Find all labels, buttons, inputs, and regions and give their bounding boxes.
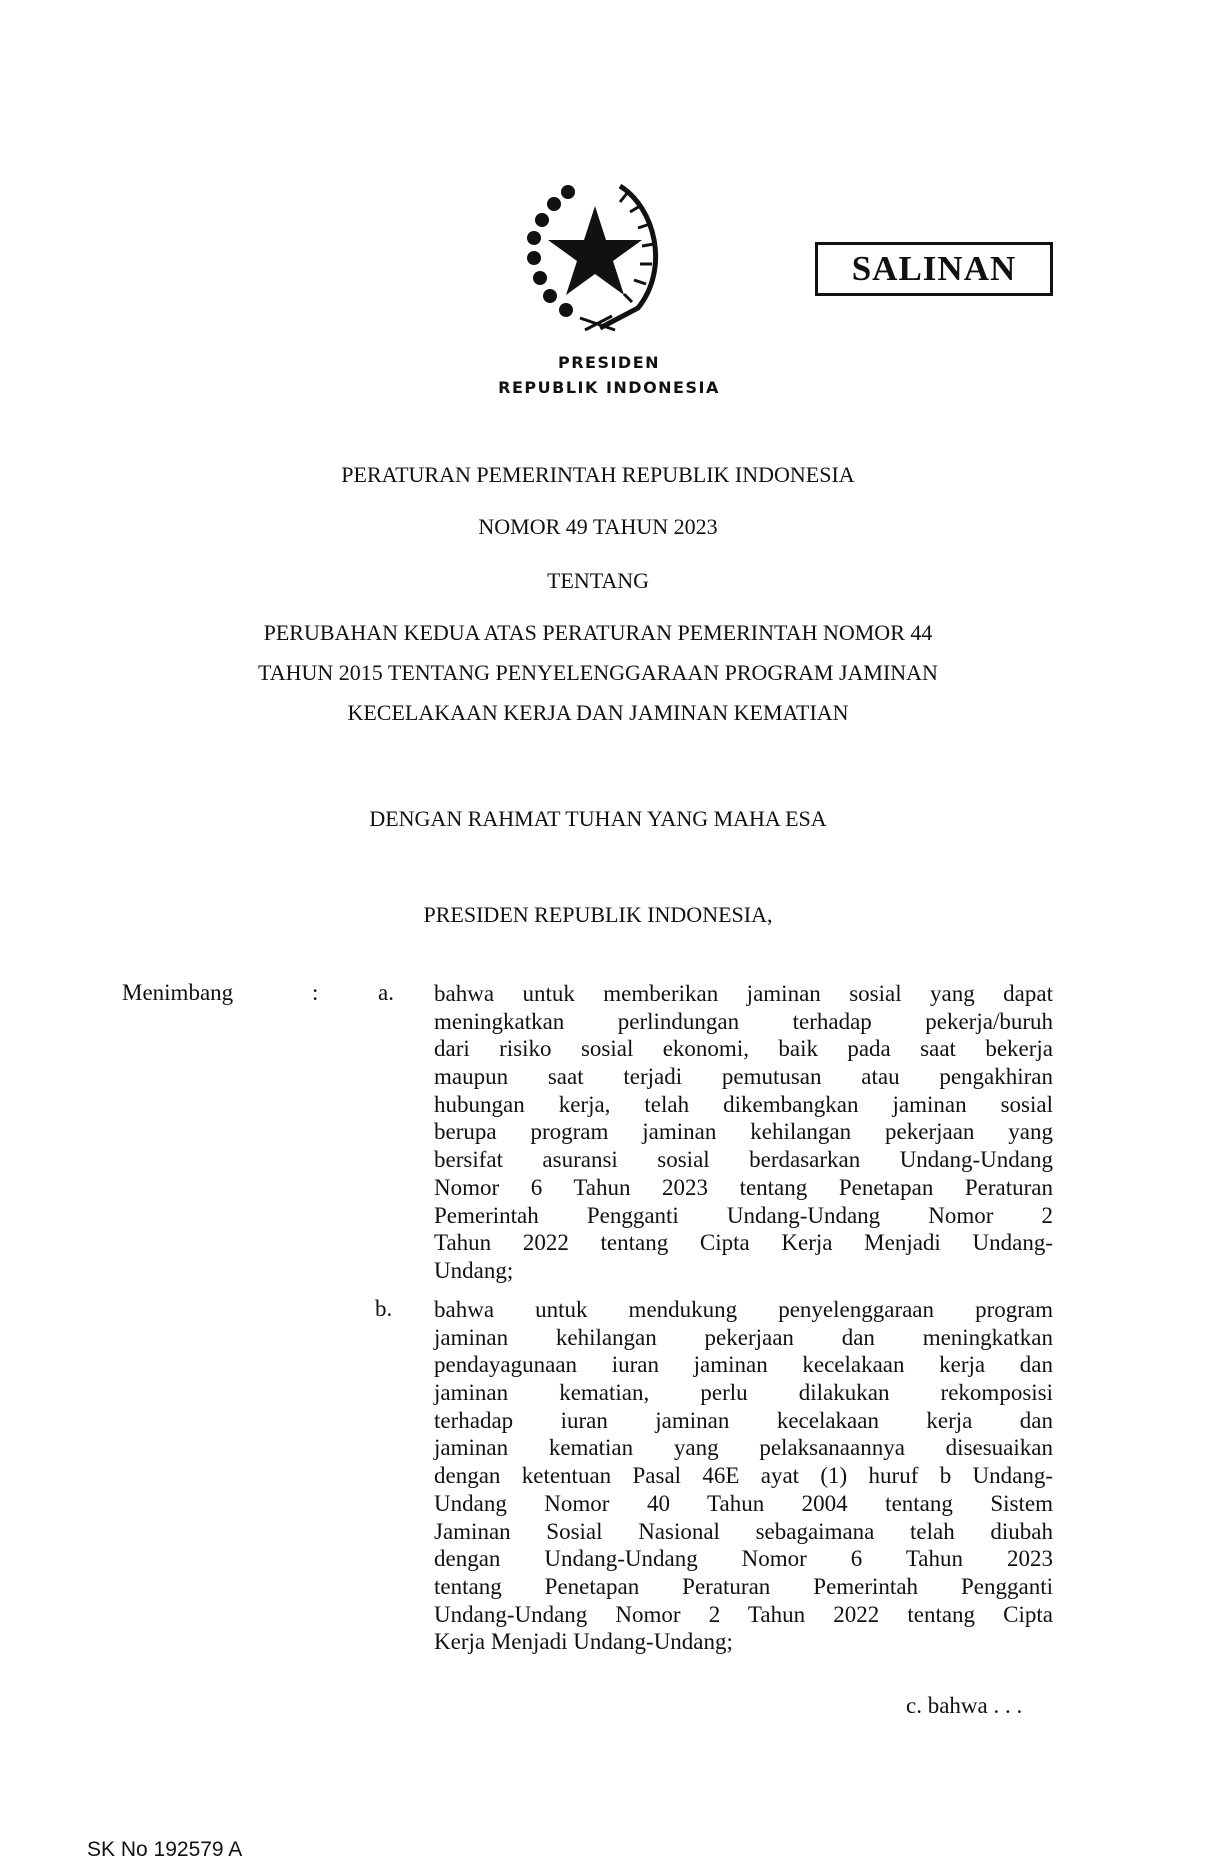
item-text-line: Jaminan Sosial Nasional sebagaimana telah diubah [434,1518,1053,1544]
item-text-line: Pemerintah Pengganti Undang-Undang Nomor 2 [434,1202,1053,1228]
item-text-line: pendayagunaan iuran jaminan kecelakaan kerja dan [434,1352,1053,1378]
considering-item-a [434,980,1053,1285]
item-text-line: terhadap iuran jaminan kecelakaan kerja dan [434,1407,1053,1433]
document-serial-number: SK No 192579 A [87,1838,243,1861]
item-text-line: dengan ketentuan Pasal 46E ayat (1) huruf b Undang- [434,1463,1053,1489]
considering-colon: : [312,980,319,1005]
item-text-line: meningkatkan perlindungan terhadap pekerja/buruh [434,1008,1053,1034]
item-marker-a: a. [378,980,394,1005]
item-text-line: tentang Penetapan Peraturan Pemerintah Pengganti [434,1573,1053,1599]
invocation: DENGAN RAHMAT TUHAN YANG MAHA ESA [369,806,827,831]
item-text-line: dengan Undang-Undang Nomor 6 Tahun 2023 [434,1546,1053,1572]
item-text-line: Tahun 2022 tentang Cipta Kerja Menjadi Undang- [434,1230,1053,1256]
emblem-caption-republik: REPUBLIK INDONESIA [498,378,720,397]
continuation-catchword: c. bahwa . . . [906,1693,1023,1718]
emblem-caption-presiden: PRESIDEN [557,353,661,372]
considering-label: Menimbang [122,980,234,1005]
item-text-line: maupun saat terjadi pemutusan atau pengakhiran [434,1064,1053,1090]
item-text-line: jaminan kematian yang pelaksanaannya disesuaikan [434,1435,1053,1461]
item-text-line: jaminan kematian, perlu dilakukan rekomposisi [434,1380,1053,1406]
item-text-line: Undang Nomor 40 Tahun 2004 tentang Sistem [434,1490,1053,1516]
item-text-line: hubungan kerja, telah dikembangkan jaminan sosial [434,1091,1053,1117]
item-text-line: bahwa untuk mendukung penyelenggaraan program [434,1297,1053,1322]
item-text-line: Undang; [434,1257,514,1283]
item-text-line: dari risiko sosial ekonomi, baik pada saat bekerja [434,1036,1053,1062]
regulation-title: PERATURAN PEMERINTAH REPUBLIK INDONESIA [341,462,855,487]
regulation-subject-line: PERUBAHAN KEDUA ATAS PERATURAN PEMERINTAH NOMOR 44 [263,620,933,645]
item-text-line: Undang-Undang Nomor 2 Tahun 2022 tentang Cipta [434,1601,1053,1627]
item-text-line: Nomor 6 Tahun 2023 tentang Penetapan Peraturan [434,1174,1053,1200]
item-text-line: berupa program jaminan kehilangan pekerjaan yang [434,1119,1053,1145]
regulation-subject-line: KECELAKAAN KERJA DAN JAMINAN KEMATIAN [347,700,849,725]
garuda-presidential-emblem [520,178,670,333]
regulation-about: TENTANG [546,568,650,593]
considering-item-b [434,1296,1053,1656]
item-text-line: bersifat asuransi sosial berdasarkan Undang-Undang [434,1147,1053,1173]
item-text-line: jaminan kehilangan pekerjaan dan meningkatkan [434,1324,1053,1350]
item-text-line: bahwa untuk memberikan jaminan sosial yang dapat [434,981,1053,1006]
star-icon [548,206,642,295]
item-marker-b: b. [375,1296,393,1321]
regulation-number: NOMOR 49 TAHUN 2023 [478,514,718,539]
issuer: PRESIDEN REPUBLIK INDONESIA, [423,902,773,927]
item-text-line: Kerja Menjadi Undang-Undang; [434,1629,733,1655]
regulation-subject-line: TAHUN 2015 TENTANG PENYELENGGARAAN PROGRAM JAMINAN [258,660,938,685]
salinan-stamp: SALINAN [815,242,1053,296]
